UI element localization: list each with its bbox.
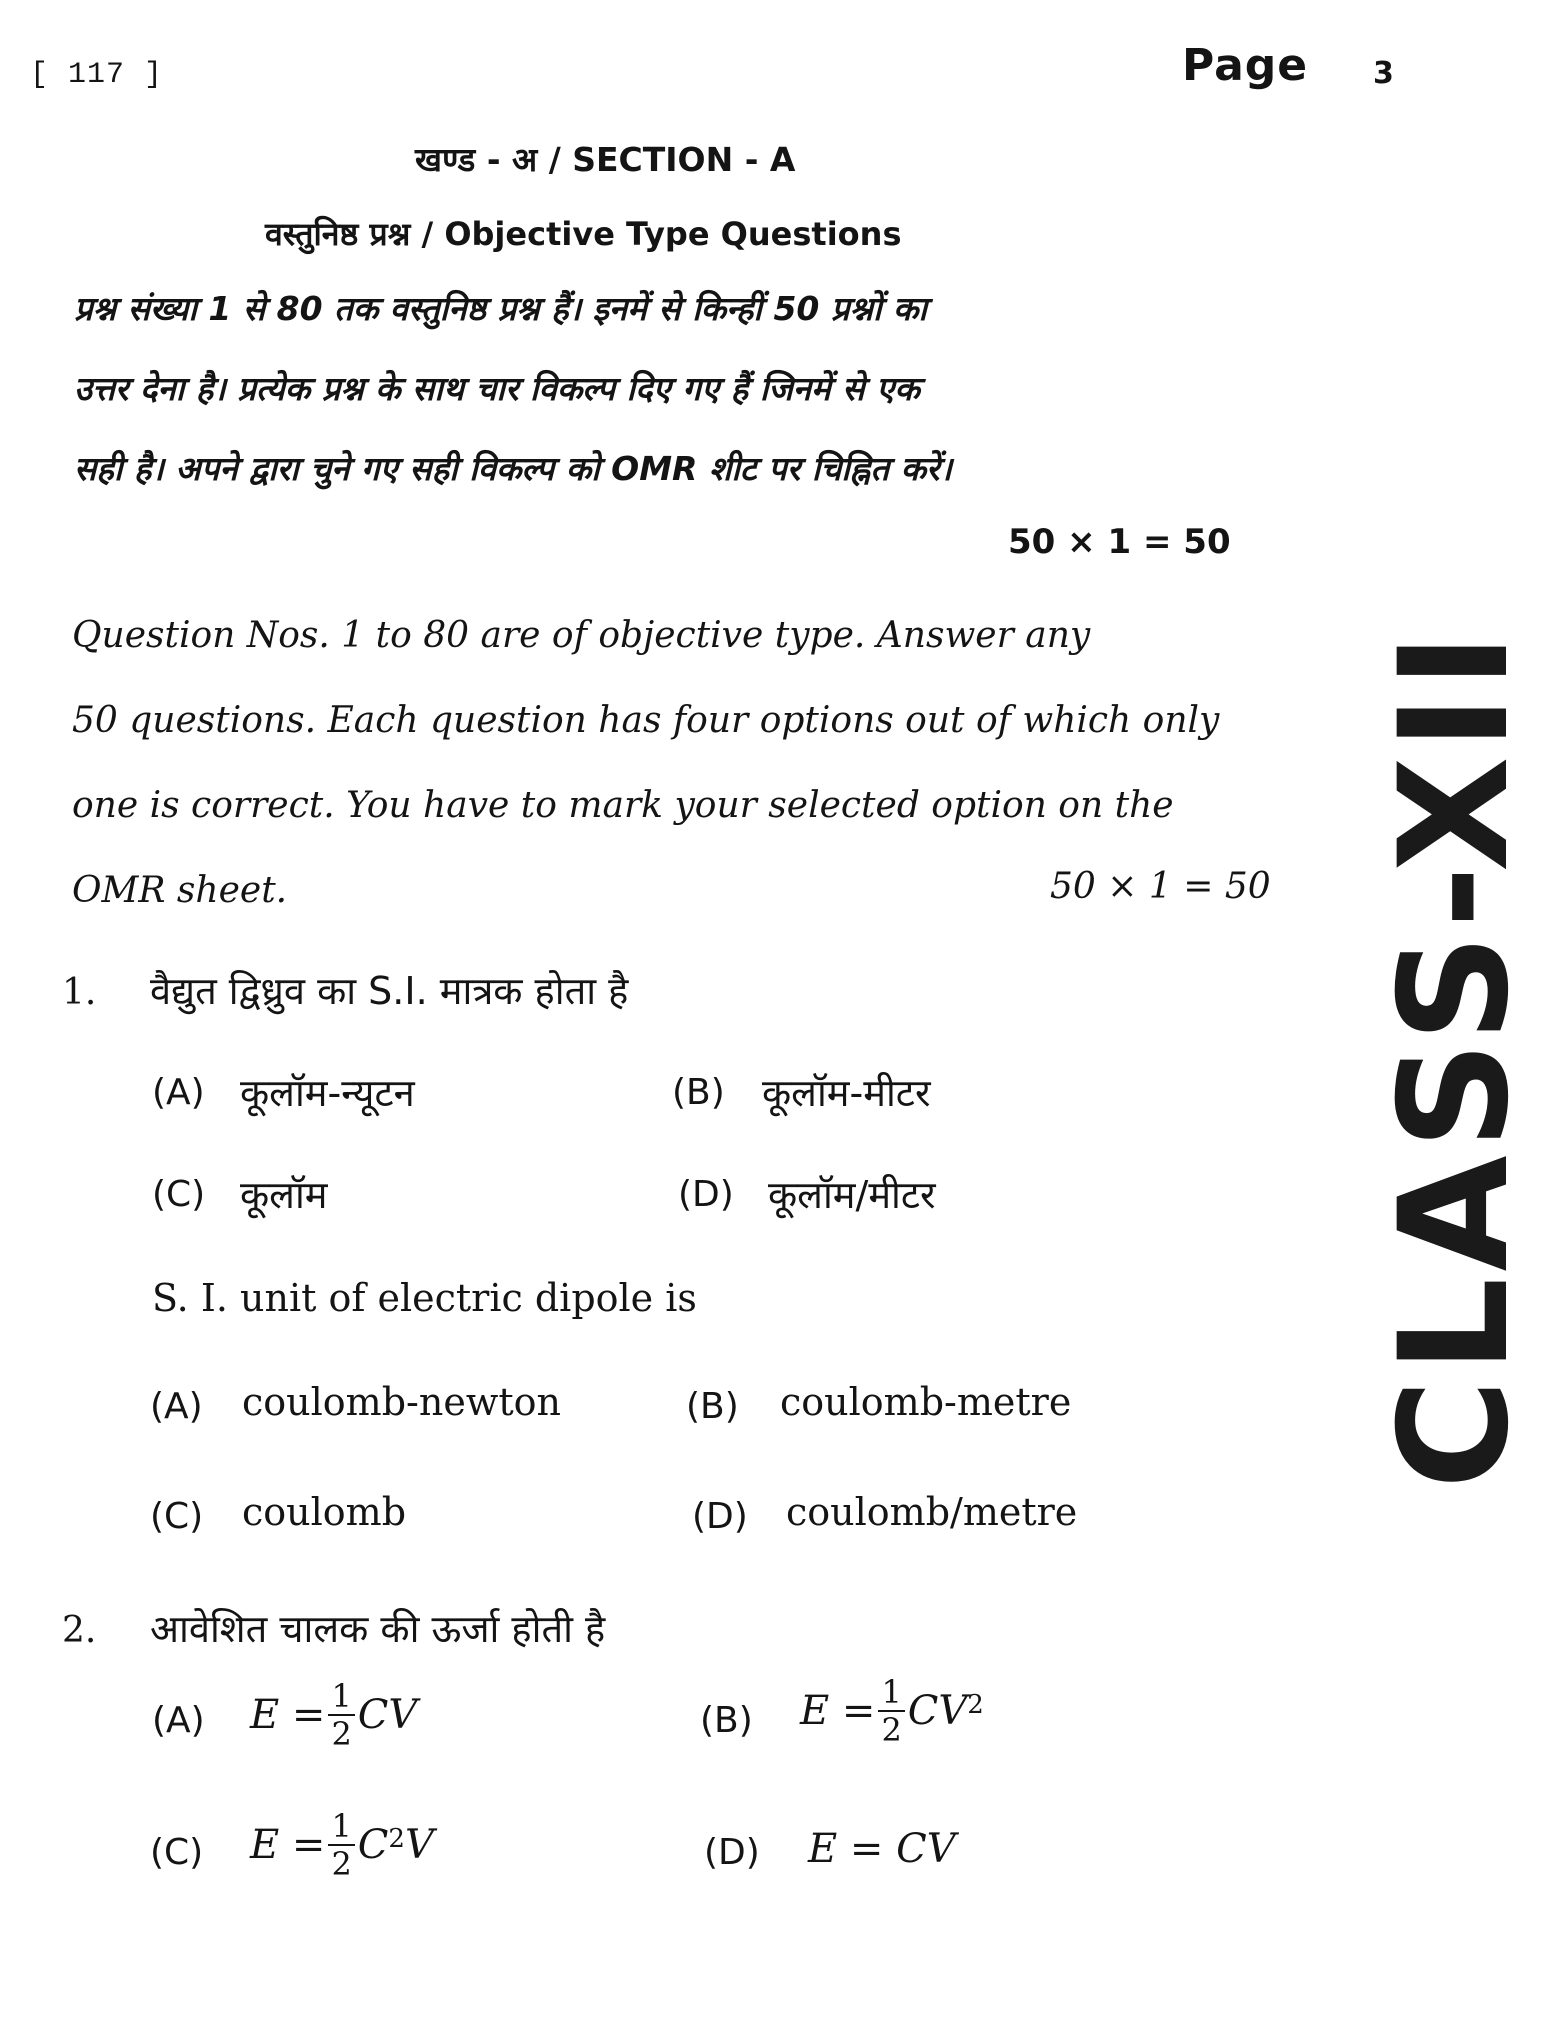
section-subtitle: वस्तुनिष्ठ प्रश्न / Objective Type Questions (265, 215, 902, 253)
option-label: (A) (152, 1700, 205, 1741)
instruction-en-line-3: one is correct. You have to mark your selected option on the (72, 785, 1174, 826)
instruction-en-line-1: Question Nos. 1 to 80 are of objective type. Answer any (72, 615, 1091, 656)
section-title: खण्ड - अ / SECTION - A (415, 140, 796, 179)
option-text: कूलॉम-मीटर (762, 1071, 931, 1115)
formula-exponent: 2 (388, 1824, 405, 1854)
question-number: 1. (62, 972, 97, 1013)
question-text-hi: आवेशित चालक की ऊर्जा होती है (150, 1607, 606, 1651)
instruction-hi-line-3: सही है। अपने द्वारा चुने गए सही विकल्प को OMR शीट पर चिह्नित करें। (74, 449, 953, 488)
instruction-en-line-4: OMR sheet. (72, 870, 288, 911)
formula-exponent: 2 (967, 1690, 984, 1720)
instruction-hi-line-2: उत्तर देना है। प्रत्येक प्रश्न के साथ चार विकल्प दिए गए हैं जिनमें से एक (74, 369, 920, 408)
instruction-hi-line-1: प्रश्न संख्या 1 से 80 तक वस्तुनिष्ठ प्रश्न हैं। इनमें से किन्हीं 50 प्रश्नों का (74, 289, 927, 328)
option-label: (D) (704, 1832, 760, 1873)
marks-en: 50 × 1 = 50 (1050, 866, 1271, 907)
formula-tail: CV (907, 1688, 968, 1734)
option-text: कूलॉम/मीटर (768, 1173, 936, 1217)
fraction (878, 1673, 904, 1749)
fraction-denominator: 2 (881, 1711, 902, 1749)
formula-lhs: E = (800, 1688, 876, 1734)
formula-c (250, 1807, 434, 1883)
fraction-denominator: 2 (331, 1715, 352, 1753)
option-text: कूलॉम (240, 1173, 328, 1217)
option-text: coulomb (242, 1490, 407, 1534)
formula-lhs: E = (250, 1822, 326, 1868)
formula-d (808, 1826, 956, 1872)
option-label: (B) (686, 1386, 739, 1427)
option-label: (C) (150, 1496, 204, 1537)
option-label: (A) (152, 1072, 205, 1113)
option-text: कूलॉम-न्यूटन (240, 1071, 415, 1115)
formula-tail: C (357, 1822, 389, 1868)
option-label: (B) (672, 1072, 725, 1113)
marks-hi: 50 × 1 = 50 (1008, 522, 1231, 562)
class-watermark: CLASS-XII (1368, 626, 1542, 1490)
formula-b (800, 1673, 984, 1749)
fraction (328, 1677, 354, 1753)
question-text-en: S. I. unit of electric dipole is (152, 1276, 697, 1320)
option-label: (C) (152, 1174, 206, 1215)
option-label: (A) (150, 1386, 203, 1427)
formula-lhs: E = (250, 1692, 326, 1738)
fraction-numerator: 1 (328, 1810, 354, 1846)
question-text-hi: वैद्युत द्विध्रुव का S.I. मात्रक होता है (150, 969, 629, 1013)
formula-a (250, 1677, 418, 1753)
option-label: (D) (678, 1174, 734, 1215)
option-label: (C) (150, 1832, 204, 1873)
formula-tail: CV (357, 1692, 418, 1738)
page-label: Page (1182, 40, 1309, 91)
option-text: coulomb-newton (242, 1380, 561, 1424)
fraction-numerator: 1 (878, 1676, 904, 1712)
page-number: 3 (1373, 56, 1394, 91)
option-text: coulomb/metre (786, 1490, 1078, 1534)
question-number: 2. (62, 1610, 97, 1651)
fraction-numerator: 1 (328, 1680, 354, 1716)
formula-tail-2: V (404, 1822, 434, 1868)
option-label: (B) (700, 1700, 753, 1741)
option-label: (D) (692, 1496, 748, 1537)
instruction-en-line-2: 50 questions. Each question has four options out of which only (72, 700, 1220, 741)
formula-lhs: E = CV (808, 1826, 956, 1872)
fraction-denominator: 2 (331, 1845, 352, 1883)
paper-code: [ 117 ] (30, 58, 164, 92)
option-text: coulomb-metre (780, 1380, 1072, 1424)
fraction (328, 1807, 354, 1883)
